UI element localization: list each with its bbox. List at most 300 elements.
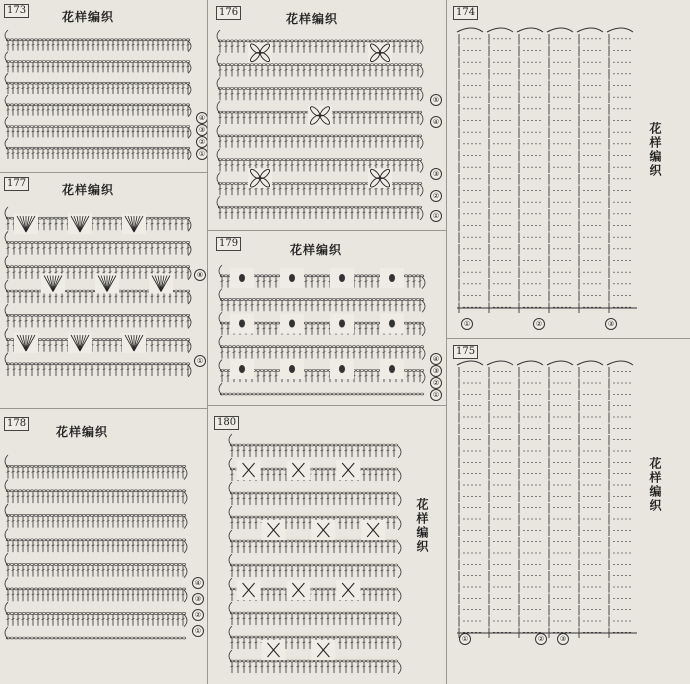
chain-mark xyxy=(340,393,344,395)
chain-mark xyxy=(222,135,226,137)
chain-mark xyxy=(306,40,310,42)
chain-mark xyxy=(158,126,162,128)
chain-mark xyxy=(386,111,390,113)
chain-mark xyxy=(262,135,266,137)
chain-mark xyxy=(58,339,62,341)
chain-mark xyxy=(98,241,102,243)
chain-mark xyxy=(274,40,278,42)
chain-mark xyxy=(326,87,330,89)
chain-mark xyxy=(270,64,274,66)
chain-mark xyxy=(398,206,402,208)
chain-mark xyxy=(380,298,384,300)
chain-mark xyxy=(238,159,242,161)
motif-bg xyxy=(248,168,272,188)
chain-mark xyxy=(142,61,146,63)
chain-mark xyxy=(46,61,50,63)
chain-mark xyxy=(346,111,350,113)
chain-mark xyxy=(292,346,296,348)
chain-mark xyxy=(154,82,158,84)
chain-mark xyxy=(62,217,66,219)
chain-mark xyxy=(418,64,422,66)
chain-mark xyxy=(178,339,182,341)
chain-mark xyxy=(324,275,328,277)
chain-mark xyxy=(328,393,332,395)
chain-mark xyxy=(310,135,314,137)
chain-mark xyxy=(106,147,110,149)
chain-mark xyxy=(222,64,226,66)
chain-mark xyxy=(374,111,378,113)
chain-mark xyxy=(102,126,106,128)
chain-mark xyxy=(54,82,58,84)
row-marker: ② xyxy=(430,190,442,202)
chain-mark xyxy=(234,87,238,89)
chain-mark xyxy=(350,135,354,137)
chain-mark xyxy=(326,135,330,137)
chain-mark xyxy=(262,64,266,66)
row-marker: ② xyxy=(533,318,545,330)
chain-mark xyxy=(282,40,286,42)
chain-mark xyxy=(374,64,378,66)
chain-mark xyxy=(34,314,38,316)
chain-mark xyxy=(134,241,138,243)
chain-mark xyxy=(312,322,316,324)
bobble-mark xyxy=(339,320,345,328)
chain-mark xyxy=(330,182,334,184)
chain-mark xyxy=(324,346,328,348)
chain-mark xyxy=(78,147,82,149)
chain-mark xyxy=(110,363,114,365)
chain-mark xyxy=(286,206,290,208)
chain-mark xyxy=(142,363,146,365)
chain-mark xyxy=(338,135,342,137)
chain-mark xyxy=(410,135,414,137)
chain-mark xyxy=(316,369,320,371)
chain-mark xyxy=(150,82,154,84)
chain-mark xyxy=(110,217,114,219)
chain-mark xyxy=(86,266,90,268)
chain-mark xyxy=(54,61,58,63)
chain-mark xyxy=(410,87,414,89)
chain-mark xyxy=(98,266,102,268)
chain-mark xyxy=(22,290,26,292)
chain-mark xyxy=(314,64,318,66)
chain-mark xyxy=(390,111,394,113)
chain-mark xyxy=(162,314,166,316)
chain-mark xyxy=(342,135,346,137)
chain-mark xyxy=(418,87,422,89)
chain-mark xyxy=(182,61,186,63)
chain-mark xyxy=(74,104,78,106)
chain-mark xyxy=(324,322,328,324)
chain-mark xyxy=(98,61,102,63)
chain-mark xyxy=(384,346,388,348)
chain-mark xyxy=(270,87,274,89)
chain-mark xyxy=(178,104,182,106)
chain-mark xyxy=(238,87,242,89)
chain-mark xyxy=(350,111,354,113)
chain-mark xyxy=(78,61,82,63)
chain-mark xyxy=(382,159,386,161)
chain-mark xyxy=(338,159,342,161)
turning-chain xyxy=(5,30,8,41)
chain-mark xyxy=(130,147,134,149)
chain-mark xyxy=(142,82,146,84)
chain-mark xyxy=(10,266,14,268)
chain-mark xyxy=(376,275,380,277)
chain-mark xyxy=(230,40,234,42)
chain-mark xyxy=(166,147,170,149)
chain-mark xyxy=(130,126,134,128)
chain-mark xyxy=(350,87,354,89)
chain-mark xyxy=(86,61,90,63)
chain-mark xyxy=(46,314,50,316)
turning-chain xyxy=(188,365,191,377)
chain-mark xyxy=(298,87,302,89)
chain-mark xyxy=(400,298,404,300)
chain-mark xyxy=(22,363,26,365)
chart-176 xyxy=(208,0,446,230)
chain-mark xyxy=(320,298,324,300)
chain-mark xyxy=(338,64,342,66)
chain-mark xyxy=(358,135,362,137)
chain-mark xyxy=(268,298,272,300)
chain-mark xyxy=(182,266,186,268)
chain-mark xyxy=(338,206,342,208)
pattern-panel-174 xyxy=(447,0,690,338)
chain-mark xyxy=(412,346,416,348)
chain-mark xyxy=(244,346,248,348)
chain-mark xyxy=(248,393,252,395)
chain-mark xyxy=(238,135,242,137)
chain-mark xyxy=(102,39,106,41)
chain-mark xyxy=(174,126,178,128)
chain-mark xyxy=(294,135,298,137)
chain-mark xyxy=(360,322,364,324)
chain-mark xyxy=(230,111,234,113)
chain-mark xyxy=(114,61,118,63)
chain-mark xyxy=(286,111,290,113)
panel-title: 花样编织 xyxy=(62,183,115,197)
chain-mark xyxy=(38,314,42,316)
chain-mark xyxy=(230,182,234,184)
chain-mark xyxy=(118,314,122,316)
chain-mark xyxy=(254,87,258,89)
chain-mark xyxy=(402,40,406,42)
chain-mark xyxy=(42,104,46,106)
chain-mark xyxy=(304,393,308,395)
chain-mark xyxy=(404,369,408,371)
bobble-mark xyxy=(239,365,245,373)
chain-mark xyxy=(366,135,370,137)
chain-mark xyxy=(142,266,146,268)
chain-mark xyxy=(102,61,106,63)
chain-mark xyxy=(344,298,348,300)
chain-mark xyxy=(98,314,102,316)
chain-mark xyxy=(308,275,312,277)
chain-mark xyxy=(362,159,366,161)
chain-mark xyxy=(134,82,138,84)
chain-mark xyxy=(178,314,182,316)
chain-mark xyxy=(302,40,306,42)
chain-mark xyxy=(146,39,150,41)
chain-mark xyxy=(182,82,186,84)
chain-mark xyxy=(58,363,62,365)
row-marker: ③ xyxy=(430,365,442,377)
chain-mark xyxy=(262,40,266,42)
chain-mark xyxy=(90,266,94,268)
chain-mark xyxy=(374,40,378,42)
chain-mark xyxy=(290,64,294,66)
chain-mark xyxy=(306,87,310,89)
chain-mark xyxy=(354,135,358,137)
chain-mark xyxy=(360,369,364,371)
chain-mark xyxy=(384,298,388,300)
chain-mark xyxy=(322,87,326,89)
chain-mark xyxy=(314,182,318,184)
chain-mark xyxy=(42,314,46,316)
chain-arch xyxy=(487,361,513,365)
chain-mark xyxy=(134,61,138,63)
chain-mark xyxy=(154,339,158,341)
chain-mark xyxy=(338,40,342,42)
chain-mark xyxy=(276,369,280,371)
chain-mark xyxy=(356,346,360,348)
chain-mark xyxy=(250,111,254,113)
chain-mark xyxy=(174,104,178,106)
chain-mark xyxy=(324,393,328,395)
chain-mark xyxy=(392,298,396,300)
chain-mark xyxy=(378,159,382,161)
chain-mark xyxy=(262,159,266,161)
chain-mark xyxy=(78,126,82,128)
chain-mark xyxy=(130,290,134,292)
chain-mark xyxy=(30,290,34,292)
chain-mark xyxy=(182,339,186,341)
chain-mark xyxy=(146,314,150,316)
chain-mark xyxy=(328,298,332,300)
chain-mark xyxy=(114,363,118,365)
chain-mark xyxy=(238,182,242,184)
chain-mark xyxy=(246,135,250,137)
chain-mark xyxy=(322,40,326,42)
chain-mark xyxy=(386,206,390,208)
chain-mark xyxy=(244,298,248,300)
chain-mark xyxy=(162,217,166,219)
chain-mark xyxy=(18,290,22,292)
chain-mark xyxy=(418,40,422,42)
chain-mark xyxy=(70,266,74,268)
chain-mark xyxy=(304,322,308,324)
chain-mark xyxy=(106,217,110,219)
chain-mark xyxy=(26,290,30,292)
chain-mark xyxy=(74,314,78,316)
chain-mark xyxy=(382,64,386,66)
chain-mark xyxy=(342,111,346,113)
chain-mark xyxy=(356,275,360,277)
chain-mark xyxy=(266,206,270,208)
chain-mark xyxy=(342,206,346,208)
chain-mark xyxy=(182,217,186,219)
chain-mark xyxy=(178,39,182,41)
chain-mark xyxy=(38,241,42,243)
chain-mark xyxy=(282,135,286,137)
chain-mark xyxy=(370,111,374,113)
chain-mark xyxy=(288,298,292,300)
chain-mark xyxy=(74,126,78,128)
chain-mark xyxy=(90,314,94,316)
chain-mark xyxy=(170,104,174,106)
chain-mark xyxy=(358,40,362,42)
chain-mark xyxy=(158,147,162,149)
chain-mark xyxy=(302,206,306,208)
chain-mark xyxy=(106,82,110,84)
chain-mark xyxy=(118,266,122,268)
chain-mark xyxy=(138,314,142,316)
chain-mark xyxy=(342,159,346,161)
chain-mark xyxy=(66,39,70,41)
chain-mark xyxy=(102,314,106,316)
chain-mark xyxy=(82,104,86,106)
chain-mark xyxy=(268,393,272,395)
chain-mark xyxy=(118,82,122,84)
chain-mark xyxy=(222,87,226,89)
chain-mark xyxy=(110,82,114,84)
chain-mark xyxy=(340,346,344,348)
chain-mark xyxy=(386,135,390,137)
chain-mark xyxy=(274,159,278,161)
chain-mark xyxy=(290,87,294,89)
bobble-mark xyxy=(289,365,295,373)
chain-mark xyxy=(362,135,366,137)
row-marker: ④ xyxy=(196,112,207,124)
chain-mark xyxy=(370,40,374,42)
chain-mark xyxy=(264,346,268,348)
chain-mark xyxy=(240,393,244,395)
chain-mark xyxy=(406,159,410,161)
chain-mark xyxy=(30,82,34,84)
chain-mark xyxy=(30,241,34,243)
chain-mark xyxy=(110,314,114,316)
chain-mark xyxy=(162,39,166,41)
chain-mark xyxy=(276,275,280,277)
chain-mark xyxy=(254,64,258,66)
chain-mark xyxy=(408,369,412,371)
chain-mark xyxy=(26,266,30,268)
chain-mark xyxy=(354,206,358,208)
chain-mark xyxy=(118,61,122,63)
chain-arch xyxy=(547,361,573,365)
chain-mark xyxy=(412,275,416,277)
chain-mark xyxy=(262,87,266,89)
chain-mark xyxy=(38,104,42,106)
chain-mark xyxy=(26,104,30,106)
chain-mark xyxy=(396,298,400,300)
chain-mark xyxy=(66,104,70,106)
chain-mark xyxy=(70,104,74,106)
chain-mark xyxy=(226,87,230,89)
chain-mark xyxy=(70,39,74,41)
chain-mark xyxy=(54,266,58,268)
chain-mark xyxy=(150,217,154,219)
chain-mark xyxy=(304,275,308,277)
chain-mark xyxy=(34,290,38,292)
chain-mark xyxy=(252,393,256,395)
turning-chain xyxy=(422,277,425,289)
chain-mark xyxy=(390,135,394,137)
chain-mark xyxy=(314,87,318,89)
chain-mark xyxy=(138,61,142,63)
chain-mark xyxy=(306,182,310,184)
chain-mark xyxy=(272,346,276,348)
chain-mark xyxy=(154,241,158,243)
chain-mark xyxy=(130,363,134,365)
chain-mark xyxy=(254,40,258,42)
chain-mark xyxy=(246,40,250,42)
turning-chain xyxy=(420,113,423,125)
row-marker: ① xyxy=(196,148,207,160)
chain-mark xyxy=(82,241,86,243)
chain-mark xyxy=(62,314,66,316)
chain-mark xyxy=(342,87,346,89)
chain-mark xyxy=(42,39,46,41)
chain-mark xyxy=(150,266,154,268)
chain-mark xyxy=(186,147,190,149)
chain-mark xyxy=(402,182,406,184)
chain-mark xyxy=(262,206,266,208)
chain-mark xyxy=(86,104,90,106)
chain-mark xyxy=(62,39,66,41)
chain-mark xyxy=(54,314,58,316)
chain-mark xyxy=(316,275,320,277)
bobble-mark xyxy=(389,274,395,282)
chain-mark xyxy=(154,126,158,128)
chain-mark xyxy=(50,126,54,128)
chain-mark xyxy=(260,393,264,395)
chain-mark xyxy=(62,241,66,243)
chain-mark xyxy=(170,241,174,243)
chain-mark xyxy=(70,290,74,292)
chain-mark xyxy=(380,346,384,348)
chain-mark xyxy=(318,87,322,89)
chain-arch xyxy=(457,361,483,365)
chain-mark xyxy=(396,346,400,348)
chain-mark xyxy=(94,147,98,149)
chain-mark xyxy=(352,298,356,300)
panel-number: 179 xyxy=(216,237,241,251)
chain-mark xyxy=(166,39,170,41)
chain-mark xyxy=(26,314,30,316)
chain-mark xyxy=(222,40,226,42)
chain-mark xyxy=(368,298,372,300)
chain-mark xyxy=(294,87,298,89)
chain-mark xyxy=(98,147,102,149)
chain-mark xyxy=(224,346,228,348)
chain-mark xyxy=(310,182,314,184)
chain-mark xyxy=(406,135,410,137)
chain-mark xyxy=(134,266,138,268)
chain-mark xyxy=(406,64,410,66)
chain-mark xyxy=(306,159,310,161)
chain-mark xyxy=(346,64,350,66)
panel-title: 花样编织 xyxy=(290,243,343,257)
chain-arch xyxy=(607,361,633,365)
chain-mark xyxy=(14,241,18,243)
chain-mark xyxy=(374,159,378,161)
chain-mark xyxy=(418,135,422,137)
chain-arch xyxy=(547,28,573,32)
chain-mark xyxy=(126,147,130,149)
chain-mark xyxy=(366,159,370,161)
